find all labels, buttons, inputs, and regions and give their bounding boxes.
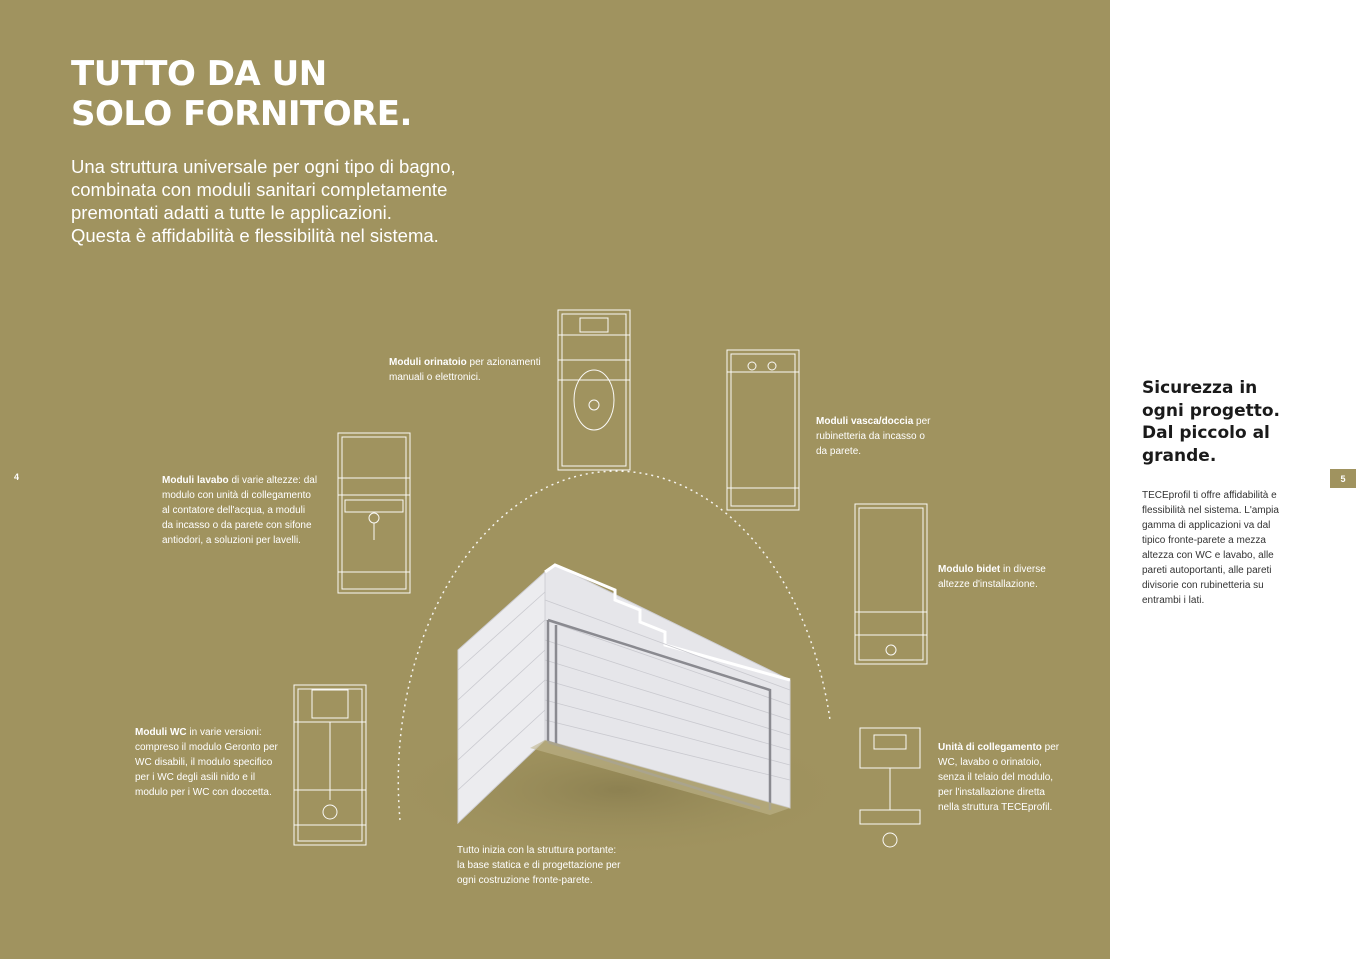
sidebar-heading-line: Dal piccolo al — [1142, 423, 1270, 443]
sidebar-heading — [1142, 377, 1280, 467]
caption-bold: Unità di collegamento — [938, 742, 1042, 753]
caption-text: ogni costruzione fronte-parete. — [457, 875, 593, 886]
caption-text: altezze d'installazione. — [938, 579, 1038, 590]
caption-text: in diverse — [1000, 564, 1046, 575]
sidebar-heading-line: grande. — [1142, 445, 1217, 466]
caption-text: WC disabili, il modulo specifico — [135, 757, 273, 768]
page-headline — [71, 54, 412, 134]
page-number-left: 4 — [14, 472, 20, 482]
sidebar-body-line: flessibilità nel sistema. L'ampia — [1142, 505, 1279, 516]
sidebar-body-line: TECEprofil ti offre affidabilità e — [1142, 490, 1277, 501]
caption-struttura — [457, 843, 620, 888]
intro-line: premontati adatti a tutte le applicazioni. — [71, 202, 392, 223]
caption-bold: Moduli lavabo — [162, 475, 229, 486]
caption-text: da parete. — [816, 446, 862, 457]
caption-text: nella struttura TECEprofil. — [938, 802, 1053, 813]
caption-lavabo — [162, 473, 317, 548]
caption-text: per — [1041, 742, 1060, 753]
intro-line: combinata con moduli sanitari completamente — [71, 179, 448, 200]
sidebar-body-line: entrambi i lati. — [1142, 595, 1205, 606]
caption-text: rubinetteria da incasso o — [816, 431, 925, 442]
caption-vasca-doccia — [816, 414, 931, 459]
caption-unita-collegamento — [938, 740, 1059, 815]
caption-bold: Moduli vasca/doccia — [816, 416, 914, 427]
sidebar-heading-line: Sicurezza in — [1142, 378, 1258, 398]
caption-text: di varie altezze: dal — [228, 475, 318, 486]
sidebar-body — [1142, 488, 1279, 608]
headline-line: TUTTO DA UN — [71, 54, 327, 94]
page-number-right: 5 — [1330, 469, 1356, 488]
caption-text: la base statica e di progettazione per — [457, 860, 621, 871]
right-page — [1110, 0, 1356, 959]
sidebar-body-line: altezza con WC e lavabo, alle — [1142, 550, 1274, 561]
caption-text: al contatore dell'acqua, a moduli — [162, 505, 306, 516]
sidebar-body-line: tipico fronte-parete a mezza — [1142, 535, 1266, 546]
intro-line: Una struttura universale per ogni tipo di bagno, — [71, 156, 456, 177]
sidebar-body-line: pareti autoportanti, alle pareti — [1142, 565, 1272, 576]
intro-line: Questa è affidabilità e flessibilità nel sistema. — [71, 225, 439, 246]
caption-bold: Modulo bidet — [938, 564, 1001, 575]
caption-text: modulo con unità di collegamento — [162, 490, 311, 501]
caption-text: modulo per i WC con doccetta. — [135, 787, 272, 798]
caption-bidet — [938, 562, 1046, 592]
sidebar-body-line: gamma di applicazioni va dal — [1142, 520, 1271, 531]
caption-text: Tutto inizia con la struttura portante: — [457, 845, 617, 856]
caption-text: senza il telaio del modulo, — [938, 772, 1054, 783]
caption-text: per i WC degli asili nido e il — [135, 772, 256, 783]
caption-bold: Moduli orinatoio — [389, 357, 467, 368]
caption-wc — [135, 725, 278, 800]
caption-text: per l'installazione diretta — [938, 787, 1045, 798]
caption-text: WC, lavabo o orinatoio, — [938, 757, 1042, 768]
caption-text: antiodori, a soluzioni per lavelli. — [162, 535, 301, 546]
caption-text: manuali o elettronici. — [389, 372, 481, 383]
caption-text: per azionamenti — [466, 357, 541, 368]
headline-line: SOLO FORNITORE. — [71, 94, 412, 134]
sidebar-heading-line: ogni progetto. — [1142, 400, 1281, 421]
caption-text: in varie versioni: — [186, 727, 262, 738]
caption-bold: Moduli WC — [135, 727, 187, 738]
caption-text: per — [913, 416, 931, 427]
caption-text: da incasso o da parete con sifone — [162, 520, 312, 531]
intro-paragraph — [71, 155, 456, 247]
sidebar-body-line: divisorie con rubinetteria su — [1142, 580, 1264, 591]
caption-orinatoio — [389, 355, 541, 385]
caption-text: compreso il modulo Geronto per — [135, 742, 278, 753]
